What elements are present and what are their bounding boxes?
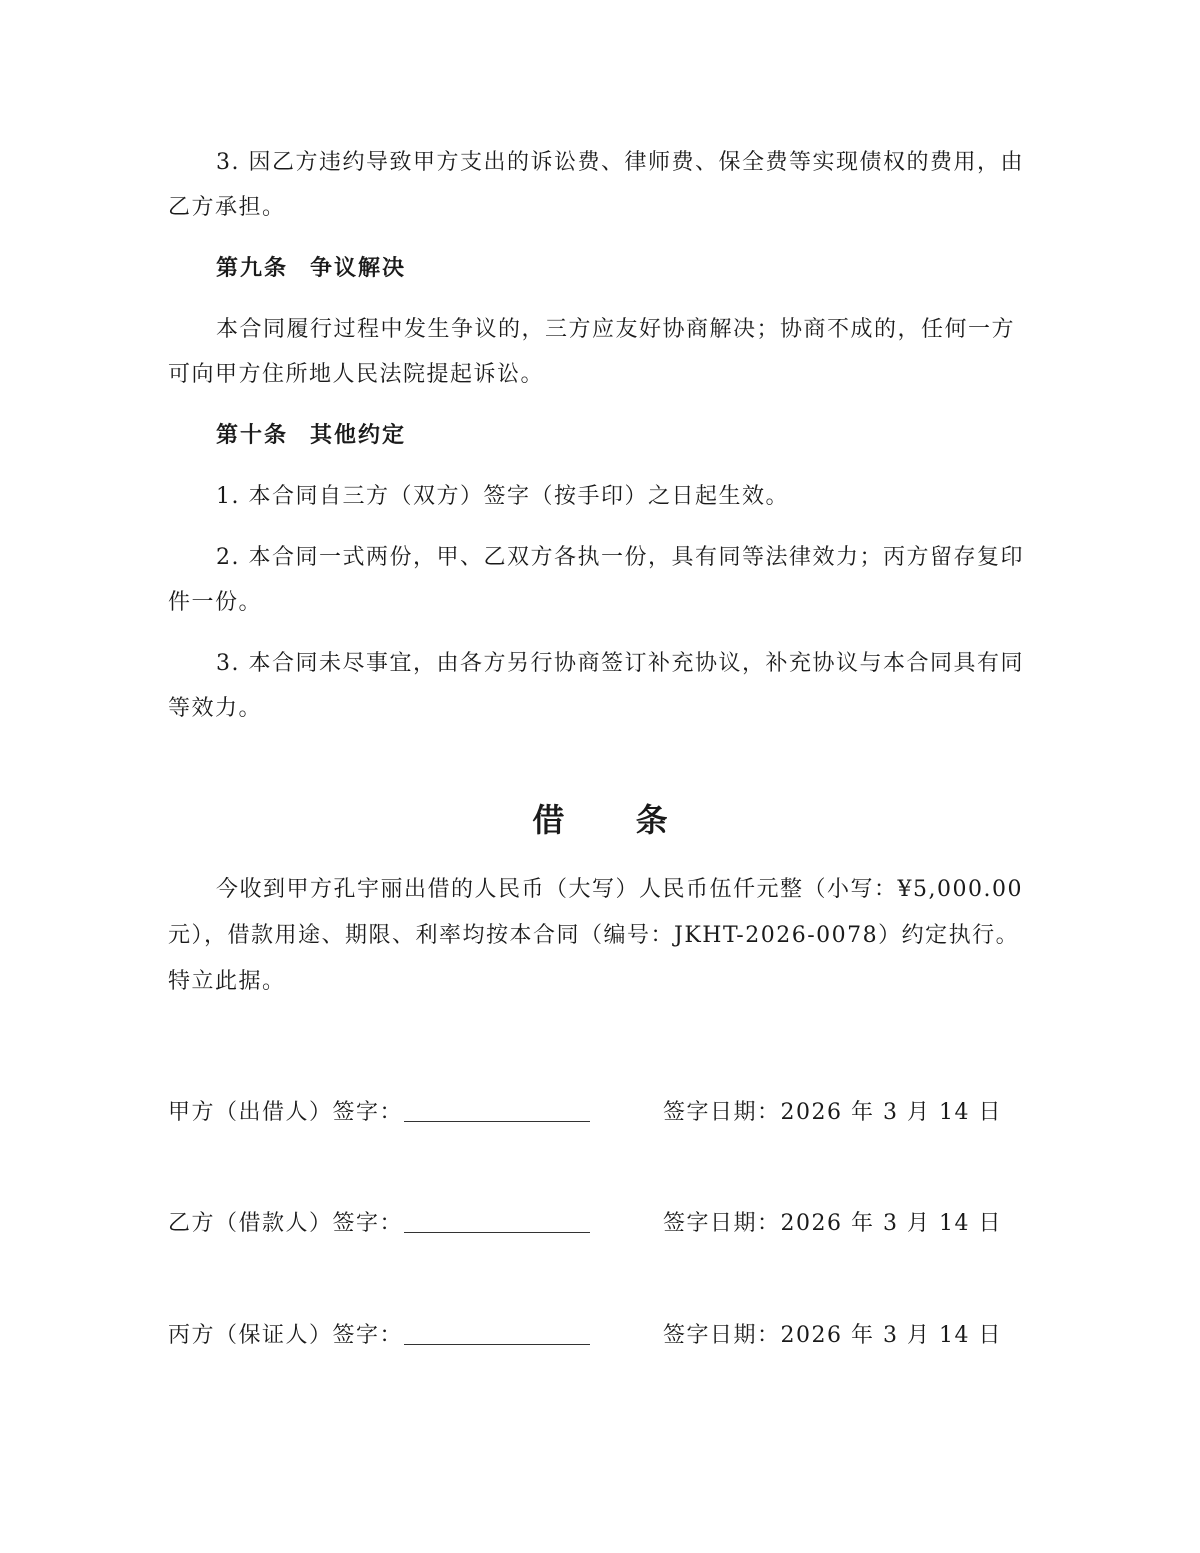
signature-line[interactable] [404, 1121, 590, 1122]
clause-8-item-3: 3. 因乙方违约导致甲方支出的诉讼费、律师费、保全费等实现债权的费用，由乙方承担。 [168, 150, 1024, 220]
article-number: 第十条 [216, 423, 289, 448]
article-9-heading [168, 246, 1028, 291]
contract-body [168, 140, 1028, 747]
article-title: 其他约定 [310, 423, 407, 448]
iou-title: 借 条 [532, 801, 698, 839]
article-10-item-3: 3. 本合同未尽事宜，由各方另行协商签订补充协议，补充协议与本合同具有同等效力。 [168, 651, 1024, 721]
article-10-heading [168, 413, 1028, 458]
signature-row-lender [168, 1095, 1028, 1135]
signature-label: 甲方（出借人）签字： [168, 1100, 404, 1125]
signature-date: 签字日期：2026 年 3 月 14 日 [663, 1323, 1002, 1348]
signature-line[interactable] [404, 1344, 590, 1345]
iou-body: 今收到甲方孔宇丽出借的人民币（大写）人民币伍仟元整（小写：¥5,000.00元），借款用途、期限、利率均按本合同（编号：JKHT-2026-0078）约定执行。特立此据。 [168, 877, 1023, 994]
signature-label: 丙方（保证人）签字： [168, 1323, 404, 1348]
article-title: 争议解决 [310, 256, 407, 281]
signature-line[interactable] [404, 1232, 590, 1233]
signature-label: 乙方（借款人）签字： [168, 1211, 404, 1236]
signature-date: 签字日期：2026 年 3 月 14 日 [663, 1211, 1002, 1236]
signature-date: 签字日期：2026 年 3 月 14 日 [663, 1100, 1002, 1125]
article-9-text: 本合同履行过程中发生争议的，三方应友好协商解决；协商不成的，任何一方可向甲方住所地人民法院提起诉讼。 [168, 317, 1016, 387]
signature-row-guarantor [168, 1318, 1028, 1358]
signature-row-borrower [168, 1206, 1028, 1246]
article-10-item-1: 1. 本合同自三方（双方）签字（按手印）之日起生效。 [216, 484, 789, 509]
article-10-item-2: 2. 本合同一式两份，甲、乙双方各执一份，具有同等法律效力；丙方留存复印件一份。 [168, 545, 1024, 615]
article-number: 第九条 [216, 256, 289, 281]
